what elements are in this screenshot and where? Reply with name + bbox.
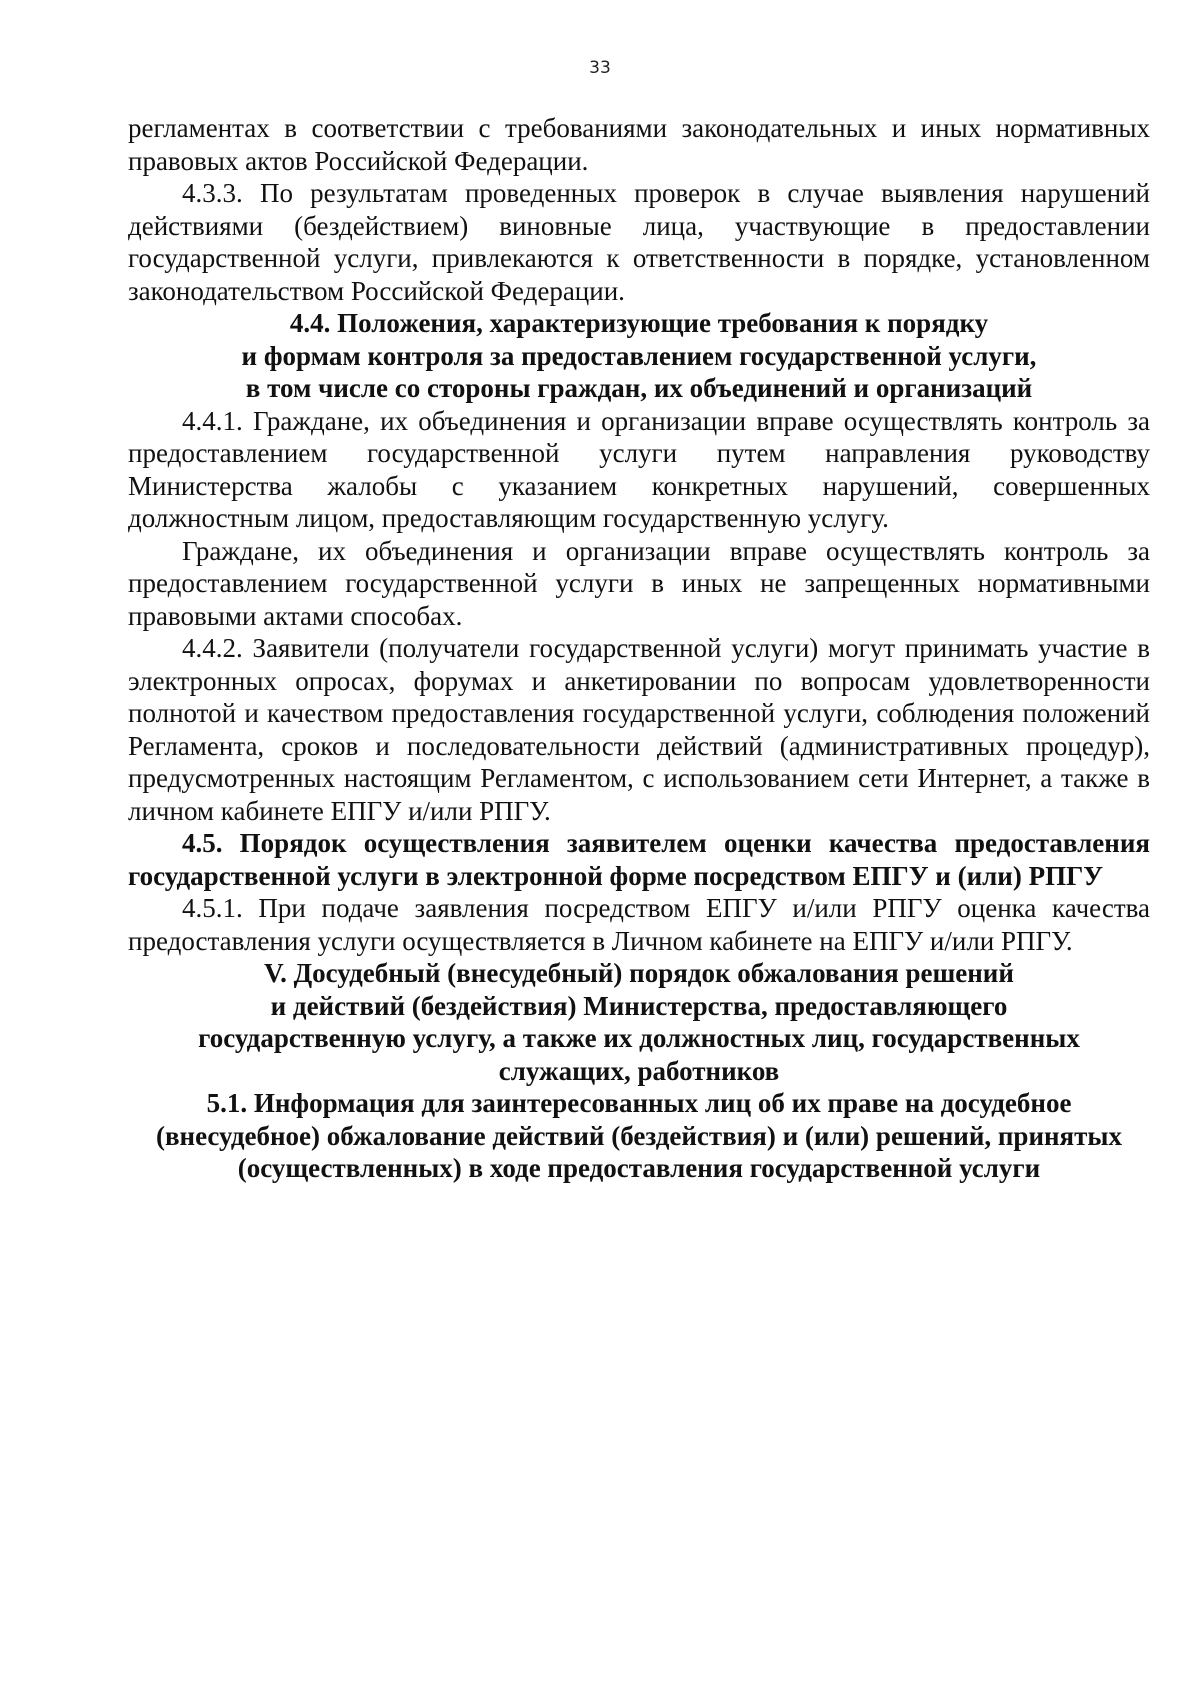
heading-v-line-1: V. Досудебный (внесудебный) порядок обжалования решений xyxy=(264,958,1014,988)
heading-4-5: 4.5. Порядок осуществления заявителем оценки качества предоставления государственной услуги в электронной форме посредством ЕПГУ и (или) РПГУ xyxy=(128,828,1150,891)
heading-5-1-line-2: (внесудебное) обжалование действий (бездействия) и (или) решений, принятых xyxy=(155,1120,1123,1151)
page-number: 33 xyxy=(589,58,611,78)
heading-5-1-line-3: (осуществленных) в ходе предоставления государственной услуги xyxy=(237,1153,1041,1183)
paragraph-4-4-2: 4.4.2. Заявители (получатели государственной услуги) могут принимать участие в электронных опросах, форумах и анкетировании по вопросам удовлетворенности полнотой и качеством предоставления государственной услуги, соблюдения положений Регламента, сроков и последовательности действий (административных процедур), предусмотренных настоящим Регламентом, с использованием сети Интернет, а также в личном кабинете ЕПГУ и/или РПГУ. xyxy=(128,633,1150,826)
heading-5-1 xyxy=(128,1087,1150,1185)
paragraph-continuation: регламентах в соответствии с требованиями законодательных и иных нормативных правовых актов Российской Федерации. xyxy=(128,113,1150,176)
heading-section-v xyxy=(128,957,1150,1087)
paragraph-4-5-1: 4.5.1. При подаче заявления посредством ЕПГУ и/или РПГУ оценка качества предоставления услуги осуществляется в Личном кабинете на ЕПГУ и/или РПГУ. xyxy=(128,893,1150,956)
heading-4-4-line-2: и формам контроля за предоставлением государственной услуги, xyxy=(241,340,1037,371)
paragraph-4-3-3: 4.3.3. По результатам проведенных проверок в случае выявления нарушений действиями (бездействием) виновные лица, участвующие в предоставлении государственной услуги, привлекаются к ответственности в порядке, установленном законодательством Российской Федерации. xyxy=(128,178,1150,306)
heading-4-4 xyxy=(128,307,1150,405)
heading-5-1-line-1: 5.1. Информация для заинтересованных лиц об их праве на досудебное xyxy=(206,1088,1072,1118)
heading-v-line-2: и действий (бездействия) Министерства, предоставляющего xyxy=(270,990,1008,1021)
heading-4-4-line-1: 4.4. Положения, характеризующие требования к порядку xyxy=(289,308,989,338)
paragraph-4-4-1-cont: Граждане, их объединения и организации вправе осуществлять контроль за предоставлением государственной услуги в иных не запрещенных нормативными правовыми актами способах. xyxy=(128,535,1150,631)
heading-4-4-line-3: в том числе со стороны граждан, их объединений и организаций xyxy=(245,373,1033,403)
heading-v-line-3: государственную услугу, а также их должностных лиц, государственных xyxy=(198,1023,1080,1053)
document-body xyxy=(128,112,1150,1185)
heading-v-line-4: служащих, работников xyxy=(498,1055,780,1086)
paragraph-4-4-1: 4.4.1. Граждане, их объединения и организации вправе осуществлять контроль за предоставлением государственной услуги путем направления руководству Министерства жалобы с указанием конкретных нарушений, совершенных должностным лицом, предоставляющим государственную услугу. xyxy=(128,405,1150,533)
